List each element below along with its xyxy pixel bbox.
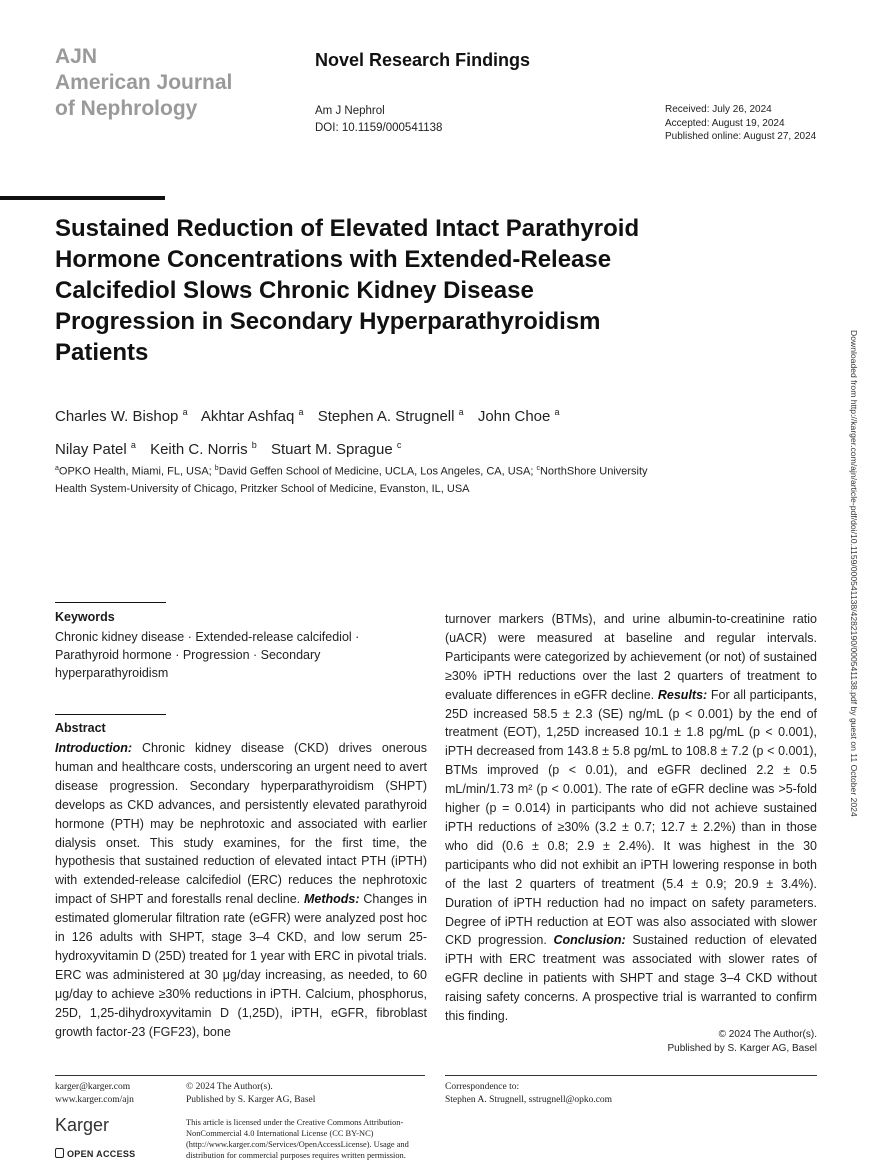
abstract-rule — [55, 714, 166, 715]
keywords-heading: Keywords — [55, 610, 115, 624]
author[interactable]: Nilay Patel $^a$ — [55, 440, 136, 458]
published-date: Published online: August 27, 2024 — [665, 131, 817, 142]
author[interactable]: Charles W. Bishop $^a$ — [55, 407, 188, 425]
keywords-rule — [55, 602, 166, 603]
title-rule — [0, 196, 165, 200]
open-access-badge — [55, 1148, 135, 1159]
results-label: Results: — [657, 687, 708, 702]
author[interactable]: Stuart M. Sprague $^c$ — [270, 440, 402, 458]
received-date: Received: July 26, 2024 — [665, 104, 772, 115]
abstract-copyright: © 2024 The Author(s). Published by S. Karger AG, Basel — [667, 1028, 817, 1054]
section-label: Novel Research Findings — [315, 50, 531, 70]
methods-label: Methods: — [303, 892, 360, 907]
karger-brand: Karger — [55, 1115, 110, 1135]
abstract-column-1 — [55, 739, 427, 1042]
open-access-icon — [55, 1148, 64, 1158]
author[interactable]: Akhtar Ashfaq $^a$ — [200, 407, 304, 425]
intro-text: Chronic kidney disease (CKD) drives onerous human and healthcare costs, underscoring an urgent need to avert disease progression. Secondary hyperparathyroidism (SHPT) develops as CKD advances, and persistently elevated parathyroid hormone (PTH) may be nephrotoxic and associated with earlier dialysis onset. This study examines, for the first time, the hypothesis that sustained reduction of elevated intact PTH (iPTH) with extended-release calcifediol (ERC) reduces the nephrotoxic impact of SHPT and forestalls renal decline. — [55, 741, 427, 907]
footer-rule-left — [55, 1075, 425, 1076]
author[interactable]: Stephen A. Strugnell $^a$ — [317, 407, 464, 425]
publisher-website[interactable]: www.karger.com/ajn — [55, 1094, 134, 1105]
correspondence-contact[interactable]: Stephen A. Strugnell, sstrugnell@opko.com — [445, 1094, 613, 1105]
journal-citation: Am J Nephrol — [315, 105, 385, 117]
abstract-heading: Abstract — [55, 721, 106, 735]
citation — [315, 103, 442, 137]
keywords-text: Chronic kidney disease · Extended-release calcifediol · Parathyroid hormone · Progression · Secondary hyperparathyroidism — [55, 630, 360, 680]
affiliation-b: David Geffen School of Medicine, UCLA, Los Angeles, CA, USA; — [218, 465, 534, 478]
affiliation-a: OPKO Health, Miami, FL, USA; — [58, 465, 212, 478]
accepted-date: Accepted: August 19, 2024 — [665, 117, 785, 129]
intro-label: Introduction: — [55, 741, 133, 755]
methods-text-cont: turnover markers (BTMs), and urine albumin-to-creatinine ratio (uACR) were measured at baseline and regular intervals. Participants were categorized by achievement (or not) of sustained ≥30% iPTH reductions over the last 2 quarters of treatment to evaluate differences in eGFR decline. — [445, 612, 817, 702]
author-list — [55, 398, 695, 464]
open-access-label: OPEN ACCESS — [67, 1149, 136, 1159]
methods-text: Changes in estimated glomerular filtration rate (eGFR) were analyzed post hoc in 126 adults with SHPT, stage 3–4 CKD, and low serum 25-hydroxyvitamin D (25D) treated for 1 year with ERC in pivotal trials. ERC was administered at 30 μg/day increasing, as needed, to 60 μg/day to achieve ≥30% reductions in iPTH. Calcium, phosphorus, 25D, 1,25-dihydroxyvitamin D (1,25D), iPTH, eGFR, fibroblast growth factor-23 (FGF23), bone — [55, 892, 427, 1039]
footer-rule-right — [445, 1075, 817, 1076]
download-sidebar — [847, 330, 861, 840]
results-text: For all participants, 25D increased 58.5 ± 2.3 (SE) ng/mL (p < 0.001) by the end of treatment (EOT), 1,25D increased 10.1 ± 1.8 pg/mL (p < 0.001), iPTH decreased from 143.8 ± 5.8 pg/mL to 108.8 ± 7.2 (p < 0.001), BTMs improved (p < 0.01), and eGFR declined 2.2 ± 0.5 mL/min/1.73 m² (p < 0.001). The rate of eGFR decline was >5-fold higher (p = 0.014) in participants who did not achieve sustained iPTH reductions of ≥30% (3.2 ± 0.7; 12.7 ± 2.2%) than in those who did (0.6 ± 0.8; 2.9 ± 2.4%). It was highest in the 30 participants who did not exhibit an iPTH lowering response in both of the last 2 quarters of treatment (5.4 ± 0.9; 20.9 ± 3.4%). Duration of iPTH reduction had no impact on safety parameters. Degree of iPTH reduction at EOT was also associated with slower CKD progression. — [445, 687, 817, 948]
journal-name-line1: American Journal — [55, 71, 233, 94]
publisher-contact — [55, 1081, 134, 1106]
publication-dates — [665, 103, 816, 144]
correspondence-label: Correspondence to: — [445, 1082, 520, 1092]
license-text: This article is licensed under the Creative Commons Attribution-NonCommercial 4.0 International License (CC BY-NC) (http://www.karger.com/Services/OpenAccessLicense). Usage and distribution for commercial purposes requires written permission. — [186, 1118, 409, 1160]
author[interactable]: Keith C. Norris $^b$ — [150, 440, 257, 458]
footer-copyright: © 2024 The Author(s). Published by S. Karger AG, Basel — [186, 1082, 316, 1105]
affiliations: $^a$OPKO Health, Miami, FL, USA; $^b$David Geffen School of Medicine, UCLA, Los Angeles, CA, USA; $^c$NorthShore University Health System-University of Chicago, Pritzker School of Medicine, Evanston, IL, USA — [55, 465, 648, 495]
abstract-column-2 — [445, 610, 817, 1056]
journal-name-line2: of Nephrology — [55, 97, 198, 120]
author[interactable]: John Choe $^a$ — [477, 407, 560, 425]
journal-abbrev: AJN — [55, 45, 98, 68]
correspondence — [445, 1081, 815, 1106]
conclusion-text: Sustained reduction of elevated iPTH with ERC treatment was associated with slower rates of eGFR decline in patients with SHPT and stage 3–4 CKD without raising safety concerns. A prospective trial is warranted to confirm this finding. — [445, 933, 817, 1024]
journal-logo — [55, 44, 232, 122]
affiliation-c: NorthShore University Health System-University of Chicago, Pritzker School of Medicine, Evanston, IL, USA — [55, 465, 648, 495]
conclusion-label: Conclusion: — [553, 933, 626, 948]
publisher-email[interactable]: karger@karger.com — [55, 1082, 131, 1092]
download-notice[interactable]: Downloaded from http://karger.com/ajn/article-pdf/doi/10.1159/000541138/4282190/000541138.pdf by guest on 11 October 2024 — [849, 330, 859, 817]
karger-logo — [55, 1115, 109, 1136]
doi[interactable]: DOI: 10.1159/000541138 — [315, 122, 443, 134]
article-title: Sustained Reduction of Elevated Intact Parathyroid Hormone Concentrations with Extended-Release Calcifediol Slows Chronic Kidney Disease Progression in Secondary Hyperparathyroidism Patients — [55, 215, 640, 366]
